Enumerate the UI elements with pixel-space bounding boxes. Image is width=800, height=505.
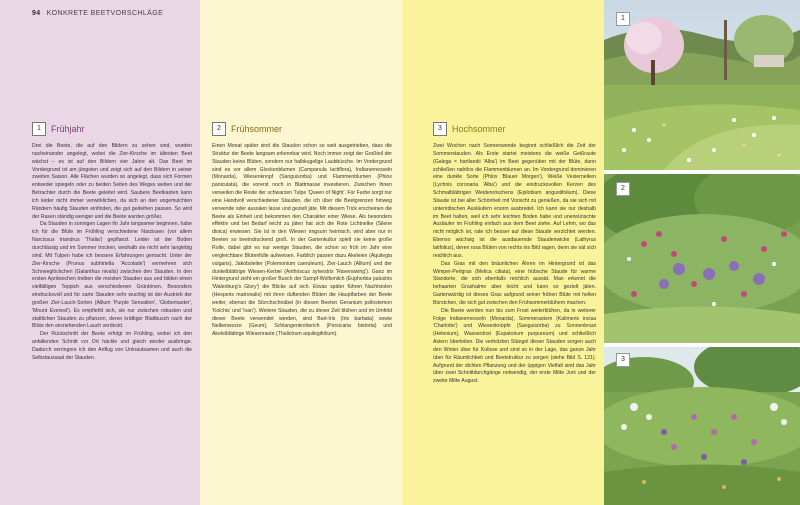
column-spring <box>0 0 200 505</box>
garden-photo-image <box>604 0 800 170</box>
section-number-box: 2 <box>212 122 226 136</box>
section-number-box: 3 <box>433 122 447 136</box>
paragraph: Der Rückschnitt der Beete erfolgt im Frühling, wobei ich den anfallenden Schnitt vor Ort häckle und gleich wieder ausbringe. Dadurch verringere ich den Anflug von Unkrautsamen und auch die Selbstaussaat der Stauden. <box>32 331 192 361</box>
section-title: Frühjahr <box>51 124 85 134</box>
section-number-box: 1 <box>32 122 46 136</box>
photo-high-summer-garden <box>604 347 800 505</box>
section-title: Hochsommer <box>452 124 506 134</box>
paragraph: Das Gras mit den bräunlichen Ähren im Hintergrund ist das Wimper-Perlgras (Melica ciliata), eine hübsche Staude für warme Standorte, die sich ebenfalls reichlich aussät. Man erkennt die behaarten Grashalme aber leicht und kann so gezielt jäten. Gartenwürdig ist dieses Gras aufgrund seiner frühen Blüte mit hellen Bürstchen, die sich gut zwischen den Frühsommerblühern machen. <box>433 260 596 306</box>
section-heading-1 <box>32 122 85 136</box>
section-body-1 <box>32 143 192 363</box>
garden-photo-image <box>604 347 800 505</box>
chapter-title: KONKRETE BEETVORSCHLÄGE <box>46 10 164 17</box>
section-title: Frühsommer <box>231 124 283 134</box>
paragraph: Da Stauden in sonnigen Lagen ihr Jahr langsamer beginnen, habe ich für die Blüte im Frühling verschiedene Narzissen (vor allem Narcissus triandrus 'Thalia') gepflanzt. Leider ist der Boden durchlässig und im Sommer trocken, weshalb sie nicht sehr langlebig sind. Mit Tulpen habe ich bessere Erfahrungen gemacht. Unter der Zier-Kirsche (Prunus subhirtella 'Accolade') vermehren sich Schneeglöckchen (Galanthus nivalis) zwischen den Stauden. In den ersten Aprilwochen treiben die meisten Stauden aus und bilden einen vielfältigen Teppich aus verschiedenen Grüntönen. Besonders eindrucksvoll und für zarte Stauden sehr wuchtig ist der Austrieb der großen Zier-Lauch-Sorten (Allium 'Purple Sensation', 'Globemaster', 'Mount Everest'). Es empfiehlt sich, sie nur zwischen robusten und stattlichen Stauden zu pflanzen, deren kräftiger Blattbusch nach der Blüte den einziehenden Lauch verdeckt. <box>32 221 192 330</box>
section-body-3 <box>433 143 596 386</box>
running-header <box>32 10 163 17</box>
photo-label: 2 <box>616 182 630 196</box>
garden-photo-image <box>604 174 800 343</box>
photo-spring-garden <box>604 0 800 170</box>
photo-early-summer-garden <box>604 174 800 343</box>
column-high-summer <box>402 0 604 505</box>
column-early-summer <box>200 0 402 505</box>
paragraph: Zwei Wochen nach Sonnenwende beginnt schließlich die Zeit der Sommerstauden. Als Erste startet meistens die weiße Geißraute (Galega × hartlandii 'Alba') im Beet gegenüber mit der Blüte, dann schließen nahtlos die Flammenblumen an. Im Vordergrund dominieren eine dunkle Sorte (Phlox 'Blauer Morgen'), Weiße Vexiernelken (Lychnis coronaria 'Alba') und die eindrucksvollen Kerzen des Schmalblättrigen Weidenröschens (Epilobium angustifolium). Diese Staude ist bei aller Schönheit mit Vorsicht zu genießen, da sie sich mit unterirdischen Ausläufern enorm ausbreitet. Ich kann sie nur deshalb im Beet halten, weil ich sehr leichten Boden habe und unerwünschte Ausläufer im Frühling einfach aus dem Beet ziehe. Auf Lehm, wo das nicht möglich ist, rate ich besser auf diese Staude verzichtet werden. Ebenso wüchsig ist die ausdauernde Staudenwicke (Lathyrus latifolius), deren rosa Blüten von rechts ins Bild ragen, denn sie sät sich reichlich aus. <box>433 143 596 259</box>
paragraph: Einen Monat später sind die Stauden schon so weit ausgetrieben, dass die Struktur der Beete langsam erkennbar wird. Noch immer zeigt der Großteil der Stauden keine Blüten, sondern nur halbkugelige Laubbüsche. Im Vordergrund sind es vor allem Glockenblumen (Campanula lactiflora), Indianernesseln (Monarda), Wiesenknopf (Sanguisorba) und Flammenblumen (Phlox paniculata), die vorerst noch in Blattmasse investieren. Zwischen ihnen verweilen die Reste der schwarzen Tulpe 'Queen of Night'. Für Farbe sorgt nur eine Handvoll verschiedener Stauden, die ich über die Beetgrenzen hinweg verwende oder aussäen lasse und gezielt jäte. Mit diesem Trick erscheinen die Beete als Einheit und bekommen den Charakter einer Wiese. Als besonders effektiv und bei Bedarf leicht zu jäten hat sich die Rote Lichtnelke (Silene dioica) erwiesen. Sie ist in den Wiesen ringsum heimisch, wird aber nur in Beeten so beeindruckend groß. In der Gartenkultur spielt sie keine große Rolle, dabei gibt es nur wenige Stauden, die schon so früh im Jahr eine vergleichbare Blütenfülle aufweisen. Farblich passen dazu Akeleien (Aquilegia vulgaris), Jakobsleiter (Polemonium caeruleum), Zier-Lauch (Allium) und der dunkelblättrige Wiesen-Kerbel (Anthriscus sylvestris 'Ravenswing'). Ganz im Hintergrund zieht ein großer Busch der Sumpf-Wolfsmilch (Euphorbia palustris 'Walenburg's Glory') die Blicke auf sich. Etwas später führen Nachtviolen (Hesperis matronalis) mit ihren duftenden Blüten die Hauptfarben der Beete weiter, ebenso die Storchschnäbel (in diesen Beeten Geranium psilostemon 'Kolchis' und 'Ivan'). Weitere Stauden, die zu dieser Zeit blühen und im Umfeld dieser Beete verwendet werden, sind Bart-Iris (Iris barbata) sowie Nelkenwurze (Geum), Schlangenknöterich (Persicaria bistorta) und Akeleiblättrige Wiesenraute (Thalictrum aquilegifolium). <box>212 143 392 338</box>
page-number: 94 <box>32 10 41 17</box>
photo-label: 1 <box>616 12 630 26</box>
section-heading-2 <box>212 122 282 136</box>
paragraph: Die Beete werden nun bis zum Frost weiterblühen, da in weiterer Folge Indianernesseln (Monarda), Sommerastern (Kalimeris incisa 'Charlotte') und Wiesenknöpfe (Sanguisorba) zu Sonnenbraut (Helenium), Wasserdost (Eupatorium purpureum) und schließlich Astern überleiten. Die verholzten Stängel dieser Stauden sorgen auch den Winter über für Kulisse und sind so in der Lage, das ganze Jahr über für Räumlichkeit und Beetstruktur zu sorgen (siehe Bild S. 121). Aufgrund der dichten Pflanzung und der üppigen Vielfalt sind das Jahr über zwei Schnittdurchgänge notwendig, der erste Mitte Juni und der zweite Mitte August. <box>433 307 596 385</box>
paragraph: Drei die Beete, die auf den Bildern zu sehen sind, wurden nacheinander angelegt, wobei die Zier-Kirsche im ältesten Beet wächst – es ist auf den Bildern vier Jahre alt. Das Beet im Vordergrund ist am jüngsten und zeigt sich auf den Bildern in seiner zweiten Saison. Alle Flächen wurden so angelegt, dass sich Formen entweder spiegeln oder zu beiden Seiten des Weges weiten und der Betrachter durch die Beete geleitet wird. Saubere Beetkanten kann ich leider nicht immer verwirklichen, da sich an den ungemulchten Rändern häufig Stauden einfinden, die gut gedeihen passen. So wird der Rasen ständig weniger und die Beete wurden größer. <box>32 143 192 220</box>
section-body-2 <box>212 143 392 339</box>
photo-label: 3 <box>616 353 630 367</box>
section-heading-3 <box>433 122 506 136</box>
